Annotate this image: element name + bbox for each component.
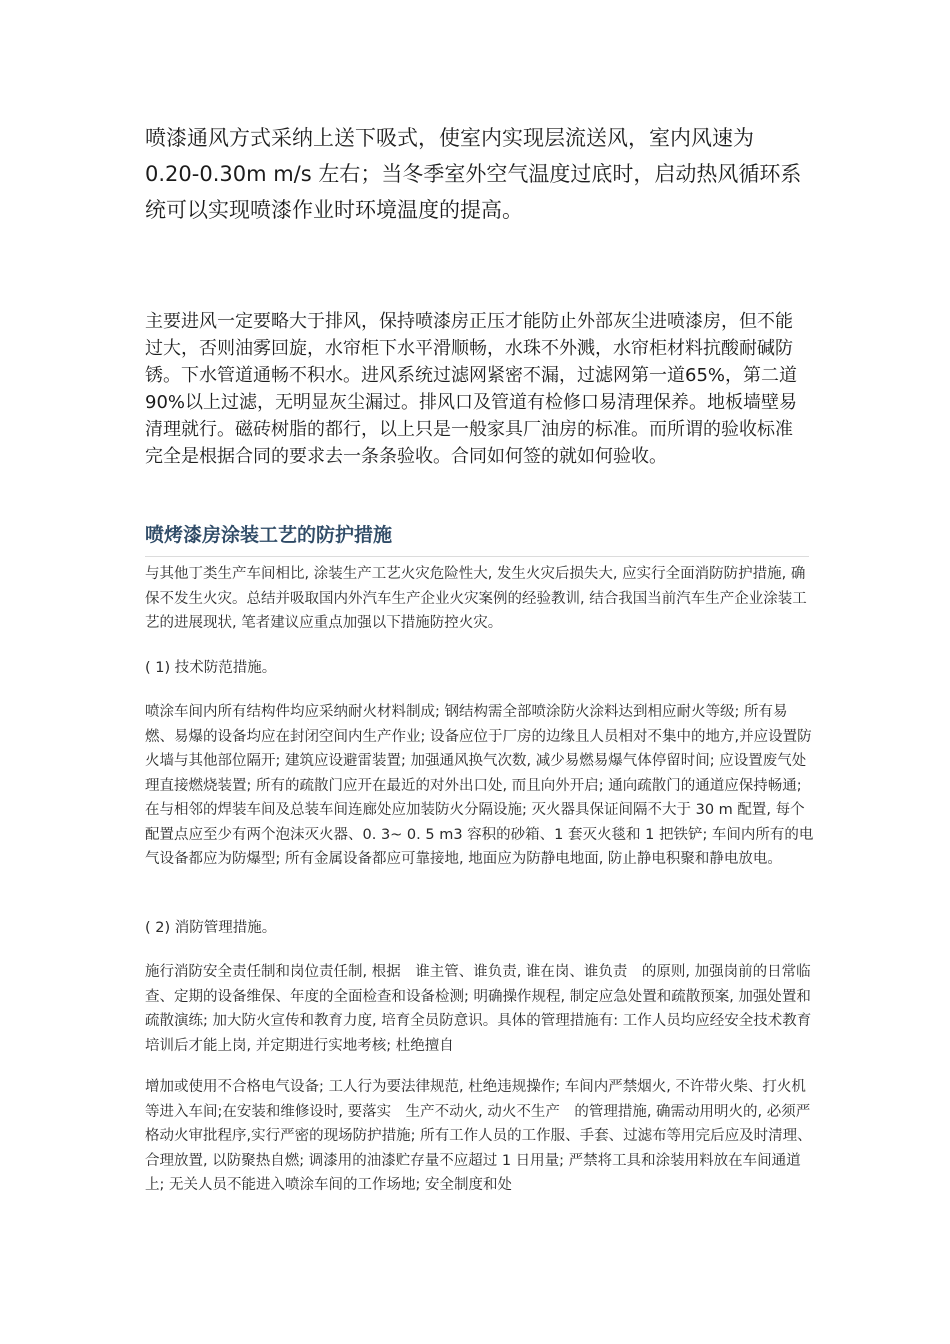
paragraph-management-measures: 施行消防安全责任制和岗位责任制, 根据 谁主管、谁负责, 谁在岗、谁负责 的原则, 加强岗前的日常临查、定期的设备维保、年度的全面检查和设备检测; 明确操作规程, 制定应急处置和疏散预案, 加强处置和疏散演练; 加大防火宣传和教育力度, 培育全员防意识。具体的管理措施有: 工作人员均应经安全技术教育培训后才能上岗, 并定期进行实地考核; 杜绝擅自 (145, 964, 812, 1054)
paragraph-air-intake: 主要进风一定要略大于排风，保持喷漆房正压才能防止外部灰尘进喷漆房，但不能过大，否则油雾回旋，水帘柜下水平滑顺畅，水珠不外溅，水帘柜材料抗酸耐碱防锈。下水管道通畅不积水。进风系统过滤网紧密不漏，过滤网第一道65%，第二道 90%以上过滤，无明显灰尘漏过。排风口及管道有检修口易清理保养。地板墙壁易清理就行。磁砖树脂的都行，以上只是一般家具厂油房的标准。而所谓的验收标准完全是根据合同的要求去一条条验收。合同如何签的就如何验收。 (145, 311, 798, 467)
item-title-management: ( 2) 消防管理措施。 (145, 920, 277, 936)
section-heading: 喷烤漆房涂装工艺的防护措施 (145, 520, 809, 557)
item-title-technical: ( 1) 技术防范措施。 (145, 660, 277, 676)
paragraph-technical-measures: 喷涂车间内所有结构件均应采纳耐火材料制成; 钢结构需全部喷涂防火涂料达到相应耐火等级; 所有易燃、易爆的设备均应在封闭空间内生产作业; 设备应位于厂房的边缘且人员相对不集中的地方,并应设置防火墙与其他部位隔开; 建筑应设避雷装置; 加强通风换气次数, 减少易燃易爆气体停留时间; 应设置废气处理直接燃烧装置; 所有的疏散门应开在最近的对外出口处, 而且向外开启; 通向疏散门的通道应保持畅通;在与相邻的焊装车间及总装车间连廊处应加装防火分隔设施; 灭火器具保证间隔不大于 30 m 配置, 每个配置点应至少有两个泡沫灭火器、0. 3~ 0. 5 m3 容积的砂箱、1 套灭火毯和 1 把铁铲; 车间内所有的电气设备都应为防爆型; 所有金属设备都应可靠接地, 地面应为防静电地面, 防止静电积聚和静电放电。 (145, 704, 814, 867)
paragraph-ventilation: 喷漆通风方式采纳上送下吸式，使室内实现层流送风，室内风速为0.20-0.30m m/s 左右；当冬季室外空气温度过底时，启动热风循环系统可以实现喷漆作业时环境温度的提高。 (145, 126, 802, 222)
paragraph-intro: 与其他丁类生产车间相比, 涂装生产工艺火灾危险性大, 发生火灾后损失大, 应实行全面消防防护措施, 确保不发生火灾。总结并吸取国内外汽车生产企业火灾案例的经验教训, 结合我国当前汽车生产企业涂装工艺的进展现状, 笔者建议应重点加强以下措施防控火灾。 (145, 566, 807, 631)
paragraph-management-continued: 增加或使用不合格电气设备; 工人行为要法律规范, 杜绝违规操作; 车间内严禁烟火, 不许带火柴、打火机等进入车间;在安装和维修设时, 要落实 生产不动火, 动火不生产 的管理措施, 确需动用明火的, 必须严格动火审批程序,实行严密的现场防护措施; 所有工作人员的工作服、手套、过滤布等用完后应及时清理、合理放置, 以防聚热自燃; 调漆用的油漆贮存量不应超过 1 日用量; 严禁将工具和涂装用料放在车间通道上; 无关人员不能进入喷涂车间的工作场地; 安全制度和处 (145, 1079, 812, 1193)
